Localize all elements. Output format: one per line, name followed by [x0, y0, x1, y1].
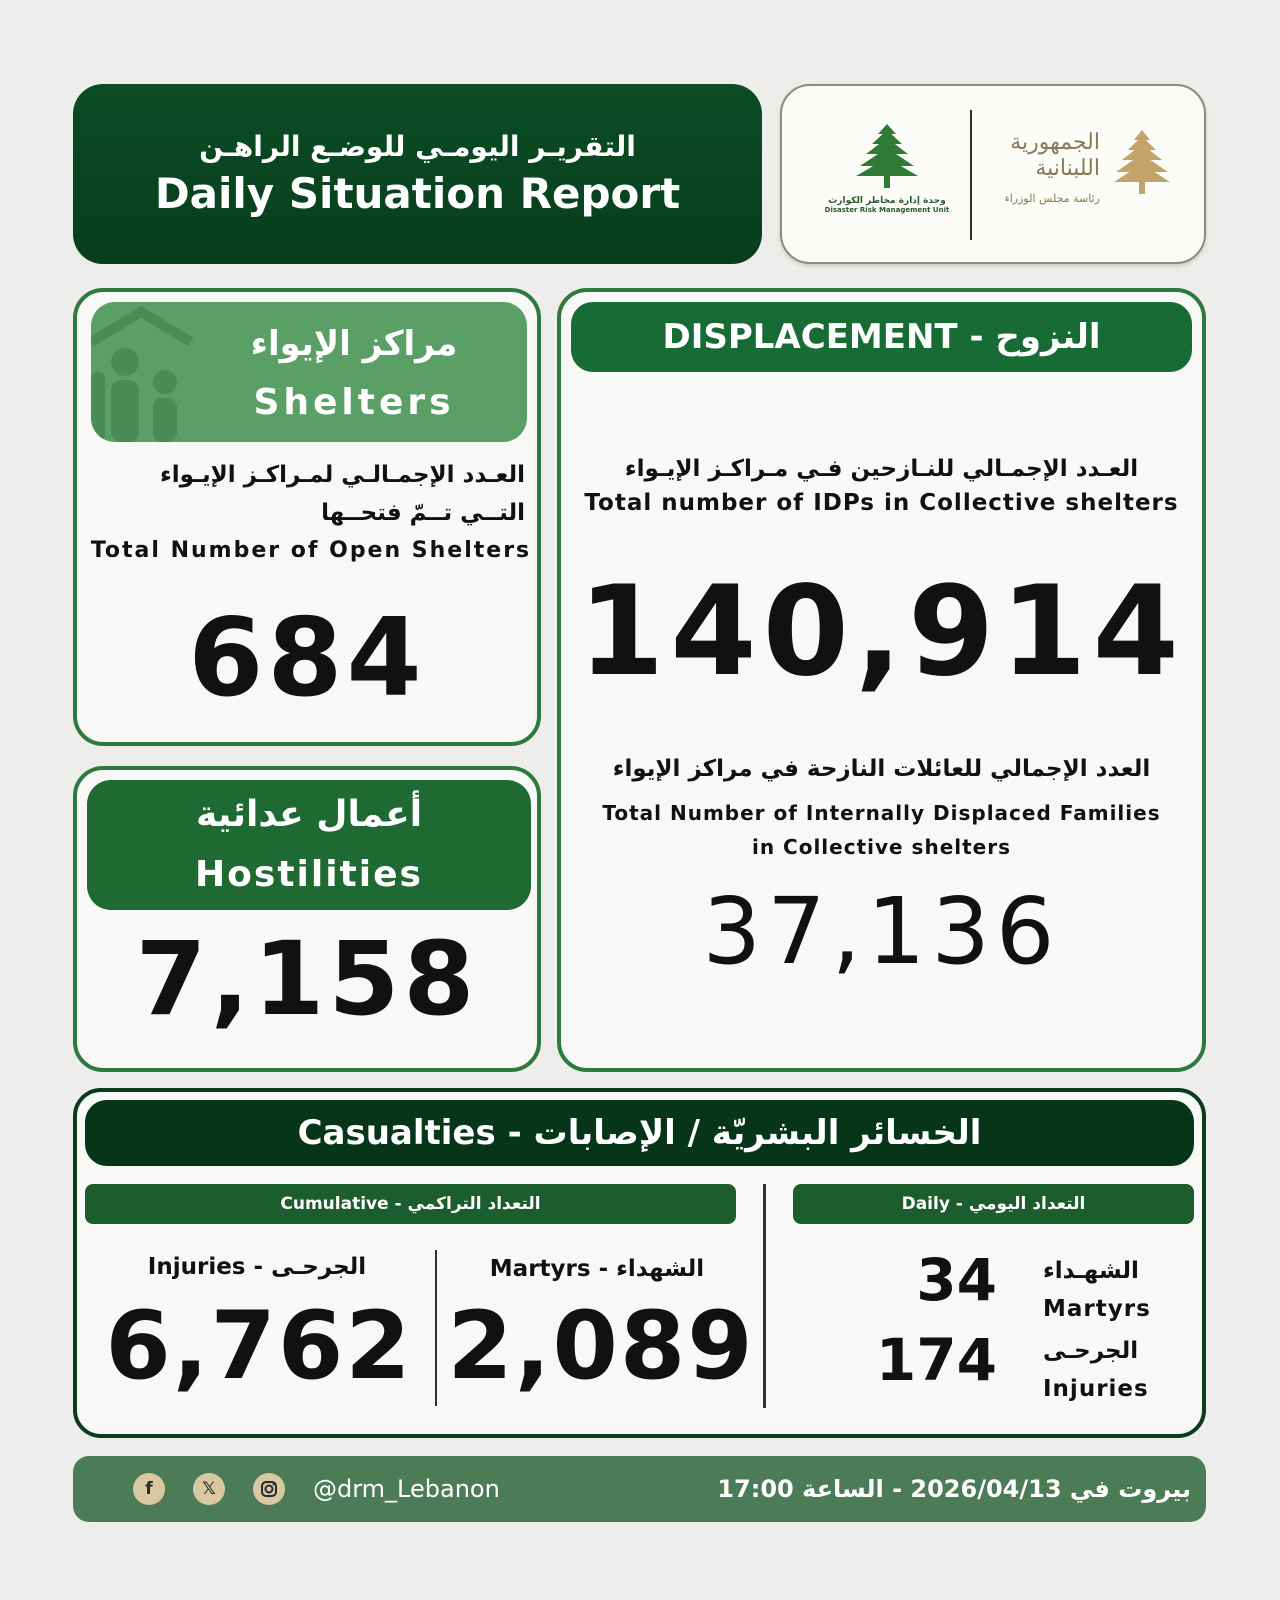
cedar-tree-icon: [852, 122, 922, 190]
drm-name-ar: وحدة إدارة مخاطر الكوارث: [828, 196, 946, 206]
families-label-en-line2: in Collective shelters: [751, 835, 1012, 859]
logo-divider: [970, 110, 972, 240]
hostilities-header: [87, 780, 531, 910]
section-divider: [763, 1184, 766, 1408]
shelters-description-en: Total Number of Open Shelters: [90, 538, 532, 563]
shelters-title-ar: مراكز الإيواء: [250, 324, 458, 364]
instagram-glyph: [253, 1473, 285, 1505]
displacement-card: [557, 288, 1206, 1072]
idps-count: 140,914: [578, 560, 1185, 704]
daily-injuries-label-ar: الجرحـى: [1043, 1338, 1139, 1364]
daily-injuries-count: 174: [875, 1326, 997, 1394]
report-title-en: Daily Situation Report: [154, 169, 681, 218]
footer-bar: [73, 1456, 1206, 1522]
shelters-description-ar-line1: العـدد الإجمـالـي لمـراكـز الإيـواء: [160, 462, 525, 488]
families-label-en-line1: Total Number of Internally Displaced Families: [602, 801, 1161, 825]
cumulative-injuries-count: 6,762: [105, 1292, 413, 1401]
government-name: الجمهورية اللبنانية: [1010, 130, 1100, 181]
cumulative-divider: [435, 1250, 437, 1406]
government-text: [1000, 130, 1100, 205]
daily-martyrs-label-ar: الشهـداء: [1043, 1258, 1139, 1284]
report-title-ar: التقريـر اليومـي للوضـع الراهـن: [199, 130, 636, 163]
hostilities-count: 7,158: [135, 920, 479, 1039]
displacement-header: DISPLACEMENT - النزوح: [571, 302, 1192, 372]
shelters-card: [73, 288, 541, 746]
cumulative-martyrs-label: Martyrs - الشهداء: [489, 1256, 705, 1282]
report-header: [73, 84, 762, 264]
cumulative-martyrs-count: 2,089: [447, 1292, 755, 1401]
drm-logo: [822, 122, 952, 214]
logos-panel: [780, 84, 1206, 264]
cumulative-label: Cumulative - التعداد التراكمي: [85, 1184, 736, 1224]
drm-name-en: Disaster Risk Management Unit: [824, 206, 950, 214]
idps-label-ar: العـدد الإجمـالي للنـازحين فـي مـراكـز الإيـواء: [624, 456, 1139, 482]
gold-cedar-icon: [1112, 128, 1172, 198]
hostilities-title-en: Hostilities: [195, 854, 423, 895]
families-label-en: [561, 796, 1202, 864]
cumulative-injuries-label: Injuries - الجرحـى: [147, 1254, 367, 1280]
open-shelters-count: 684: [188, 596, 426, 721]
hostilities-card: [73, 766, 541, 1072]
families-label-ar: العدد الإجمالي للعائلات النازحة في مراكز الإيواء: [612, 756, 1151, 782]
idps-label-en: Total number of IDPs in Collective shelters: [584, 490, 1179, 516]
report-dateline: بيروت في 2026/04/13 - الساعة 17:00: [717, 1475, 1191, 1503]
daily-injuries-label-en: Injuries: [1043, 1376, 1149, 1402]
shelters-header: [91, 302, 527, 442]
social-handle[interactable]: @drm_Lebanon: [313, 1475, 500, 1503]
shelters-title-en: Shelters: [253, 382, 455, 423]
hostilities-title-ar: أعمال عدائية: [195, 794, 423, 835]
facebook-icon[interactable]: f: [133, 1473, 165, 1505]
shelters-description-ar: [97, 456, 525, 532]
casualties-header: Casualties - الخسائر البشريّة / الإصابات: [85, 1100, 1194, 1166]
government-office: رئاسة مجلس الوزراء: [1004, 192, 1100, 205]
daily-martyrs-count: 34: [916, 1246, 997, 1314]
x-icon[interactable]: 𝕏: [193, 1473, 225, 1505]
shelters-description-ar-line2: التــي تــمّ فتحــها: [321, 500, 525, 526]
instagram-icon[interactable]: [253, 1473, 285, 1505]
casualties-card: [73, 1088, 1206, 1438]
daily-label: Daily - التعداد اليومي: [793, 1184, 1194, 1224]
families-count: 37,136: [702, 878, 1061, 985]
daily-martyrs-label-en: Martyrs: [1043, 1296, 1151, 1322]
